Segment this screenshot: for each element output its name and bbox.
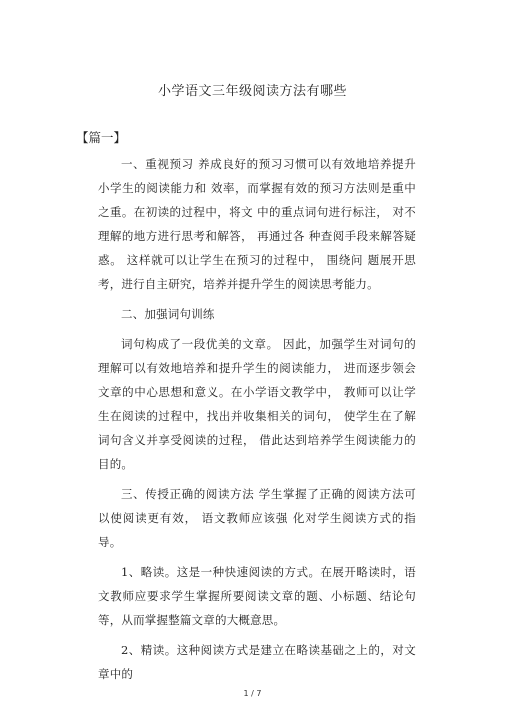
paragraph-heading-vocabulary: 二、加强词句训练 bbox=[121, 307, 215, 321]
paragraph-vocabulary: 词句构成了一段优美的文章。 因此，加强学生对词句的理解可以有效地培养和提升学生的阅读能力， 进而逐步领会文章的中心思想和意义。在小学语文教学中， 教师可以让学生在阅读的过程中，找出并收集相关的词句， 使学生在了解词句含义并享受阅读的过程， 借此达到培养学生阅读能力的目的。 bbox=[98, 337, 416, 471]
page-indicator: 1 / 7 bbox=[243, 689, 262, 698]
paragraph-preview: 一、重视预习 养成良好的预习习惯可以有效地培养提升小学生的阅读能力和 效率，而掌握有效的预习方法则是重中之重。在初读的过程中，将文 中的重点词句进行标注， 对不理解的地方进行思考和解答， 再通过各 种查阅手段来解答疑惑。 这样就可以让学生在预习的过程中， 围绕问 题展开思考，进行自主研究，培养并提升学生的阅读思考能力。 bbox=[98, 157, 416, 291]
document-title: 小学语文三年级阅读方法有哪些 bbox=[157, 84, 347, 99]
document-body bbox=[98, 152, 416, 692]
section-label: 【篇一】 bbox=[76, 130, 127, 145]
paragraph-intensive-reading: 2、精读。这种阅读方式是建立在略读基础之上的，对文章中的 bbox=[98, 643, 416, 681]
paragraph-skimming: 1、略读。这是一种快速阅读的方式。在展开略读时，语文教师应要求学生掌握所要阅读文章的题、小标题、结论句等，从而掌握整篇文章的大概意思。 bbox=[98, 565, 416, 627]
paragraph-methods: 三、传授正确的阅读方法 学生掌握了正确的阅读方法可以使阅读更有效， 语文教师应该强 化对学生阅读方式的指导。 bbox=[98, 487, 416, 549]
